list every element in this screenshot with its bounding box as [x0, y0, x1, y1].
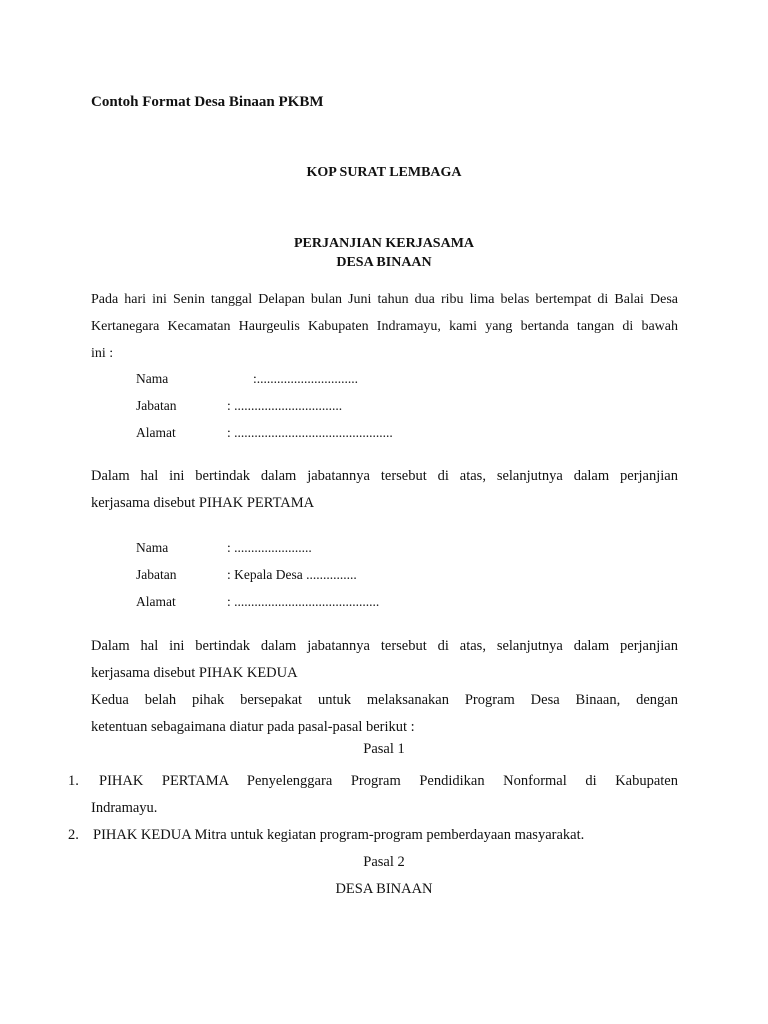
agreement-line-1: Kedua belah pihak bersepakat untuk melaksanakan Program Desa Binaan, dengan: [91, 692, 678, 708]
party1-address-value: : ...............................................: [227, 425, 393, 440]
intro-line-3: ini :: [91, 346, 114, 361]
article-2-subtitle: DESA BINAAN: [335, 881, 433, 897]
party2-address-label: Alamat: [136, 594, 176, 609]
party2-statement-line-1: Dalam hal ini bertindak dalam jabatannya tersebut di atas, selanjutnya dalam perjanjian: [91, 638, 678, 654]
article-1-item-1-line-2: Indramayu.: [91, 800, 158, 816]
party1-statement-line-1: Dalam hal ini bertindak dalam jabatannya tersebut di atas, selanjutnya dalam perjanjian: [91, 468, 678, 484]
party2-name-label: Nama: [136, 540, 169, 555]
article-1-item-2-number: 2.: [68, 827, 79, 843]
party2-name-value: : .......................: [227, 540, 312, 555]
letterhead-placeholder: KOP SURAT LEMBAGA: [306, 165, 462, 180]
party1-statement-line-2: [91, 490, 678, 517]
party1-name-value: :..............................: [253, 371, 359, 386]
party1-address-label: Alamat: [136, 425, 176, 440]
intro-line-2: Kertanegara Kecamatan Haurgeulis Kabupaten Indramayu, kami yang bertanda tangan di bawah: [91, 319, 678, 334]
article-2-title: Pasal 2: [363, 854, 405, 870]
article-1-item-2-text: PIHAK KEDUA Mitra untuk kegiatan program-program pemberdayaan masyarakat.: [93, 827, 585, 843]
intro-line-1: Pada hari ini Senin tanggal Delapan bulan Juni tahun dua ribu lima belas bertempat di Balai Desa: [91, 292, 678, 307]
party2-statement-prefix: kerjasama disebut: [91, 665, 199, 681]
party1-role: PIHAK PERTAMA: [198, 495, 315, 511]
party1-position-label: Jabatan: [136, 398, 177, 413]
party1-position-value: : ................................: [227, 398, 343, 413]
agreement-title: PERJANJIAN KERJASAMA: [293, 236, 475, 251]
party1-name-label: Nama: [136, 371, 169, 386]
document-heading: Contoh Format Desa Binaan PKBM: [91, 94, 324, 110]
article-1-title: Pasal 1: [363, 741, 405, 757]
party2-role: PIHAK KEDUA: [198, 665, 298, 681]
party2-address-value: : ...........................................: [227, 594, 380, 609]
agreement-subtitle: DESA BINAAN: [336, 255, 432, 270]
article-1-item-1-number: 1.: [68, 773, 79, 789]
party2-statement-line-2: [91, 660, 678, 687]
article-1-item-1-line-1: PIHAK PERTAMA Penyelenggara Program Pendidikan Nonformal di Kabupaten: [99, 773, 678, 789]
party1-statement-prefix: kerjasama disebut: [91, 495, 199, 511]
party2-position-value: : Kepala Desa ...............: [227, 567, 357, 582]
party2-position-label: Jabatan: [136, 567, 177, 582]
agreement-line-2: ketentuan sebagaimana diatur pada pasal-pasal berikut :: [91, 719, 415, 735]
